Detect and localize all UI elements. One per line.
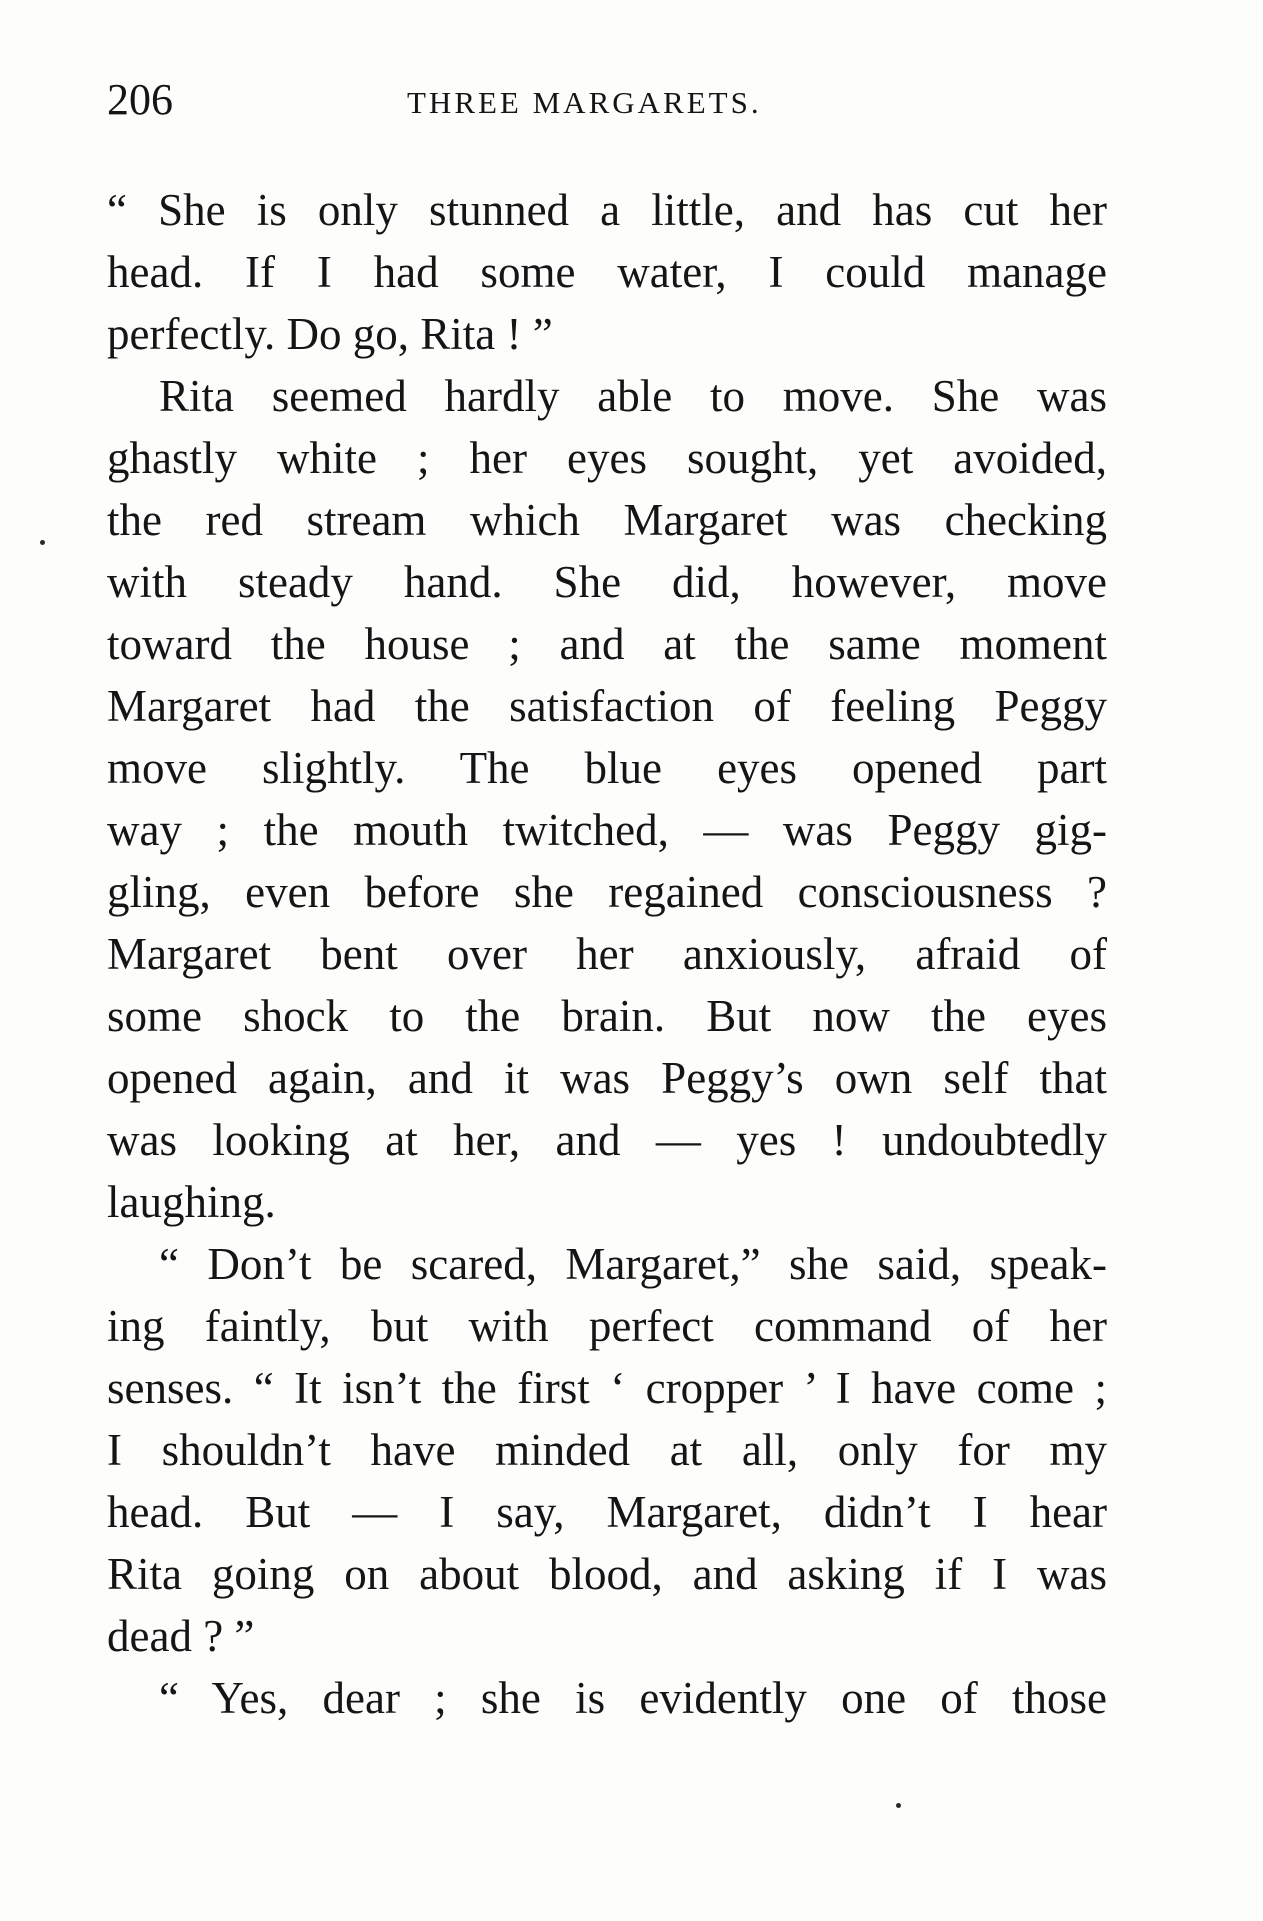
text-line: “ She is only stunned a little, and has cut her xyxy=(107,185,1107,235)
text-line: way ; the mouth twitched, — was Peggy gig- xyxy=(107,805,1107,855)
text-line: Rita seemed hardly able to move. She was xyxy=(159,371,1107,421)
text-line: gling, even before she regained consciousness ? xyxy=(107,867,1107,917)
print-speck xyxy=(40,540,45,545)
text-line: with steady hand. She did, however, move xyxy=(107,557,1107,607)
page-number: 206 xyxy=(107,75,173,124)
text-line: move slightly. The blue eyes opened part xyxy=(107,743,1107,793)
text-line: was looking at her, and — yes ! undoubtedly xyxy=(107,1115,1107,1165)
text-line: dead ? ” xyxy=(107,1611,255,1661)
text-line: Rita going on about blood, and asking if I was xyxy=(107,1549,1107,1599)
text-line: head. If I had some water, I could manage xyxy=(107,247,1107,297)
text-line: “ Yes, dear ; she is evidently one of those xyxy=(159,1673,1107,1723)
text-line: Margaret bent over her anxiously, afraid of xyxy=(107,929,1107,979)
text-line: Margaret had the satisfaction of feeling Peggy xyxy=(107,681,1107,731)
text-line: head. But — I say, Margaret, didn’t I hear xyxy=(107,1487,1107,1537)
text-line: perfectly. Do go, Rita ! ” xyxy=(107,309,553,359)
text-line: I shouldn’t have minded at all, only for my xyxy=(107,1425,1107,1475)
print-speck xyxy=(896,1803,901,1808)
body-text xyxy=(107,179,1107,1729)
text-line: some shock to the brain. But now the eyes xyxy=(107,991,1107,1041)
text-line: senses. “ It isn’t the first ‘ cropper ’ I have come ; xyxy=(107,1363,1107,1413)
text-line: “ Don’t be scared, Margaret,” she said, speak- xyxy=(159,1239,1107,1289)
text-line: opened again, and it was Peggy’s own self that xyxy=(107,1053,1107,1103)
page-header xyxy=(107,70,1107,130)
text-line: the red stream which Margaret was checking xyxy=(107,495,1107,545)
text-line: ing faintly, but with perfect command of her xyxy=(107,1301,1107,1351)
text-line: ghastly white ; her eyes sought, yet avoided, xyxy=(107,433,1107,483)
text-line: toward the house ; and at the same moment xyxy=(107,619,1107,669)
text-line: laughing. xyxy=(107,1177,276,1227)
running-title: THREE MARGARETS. xyxy=(407,85,762,120)
